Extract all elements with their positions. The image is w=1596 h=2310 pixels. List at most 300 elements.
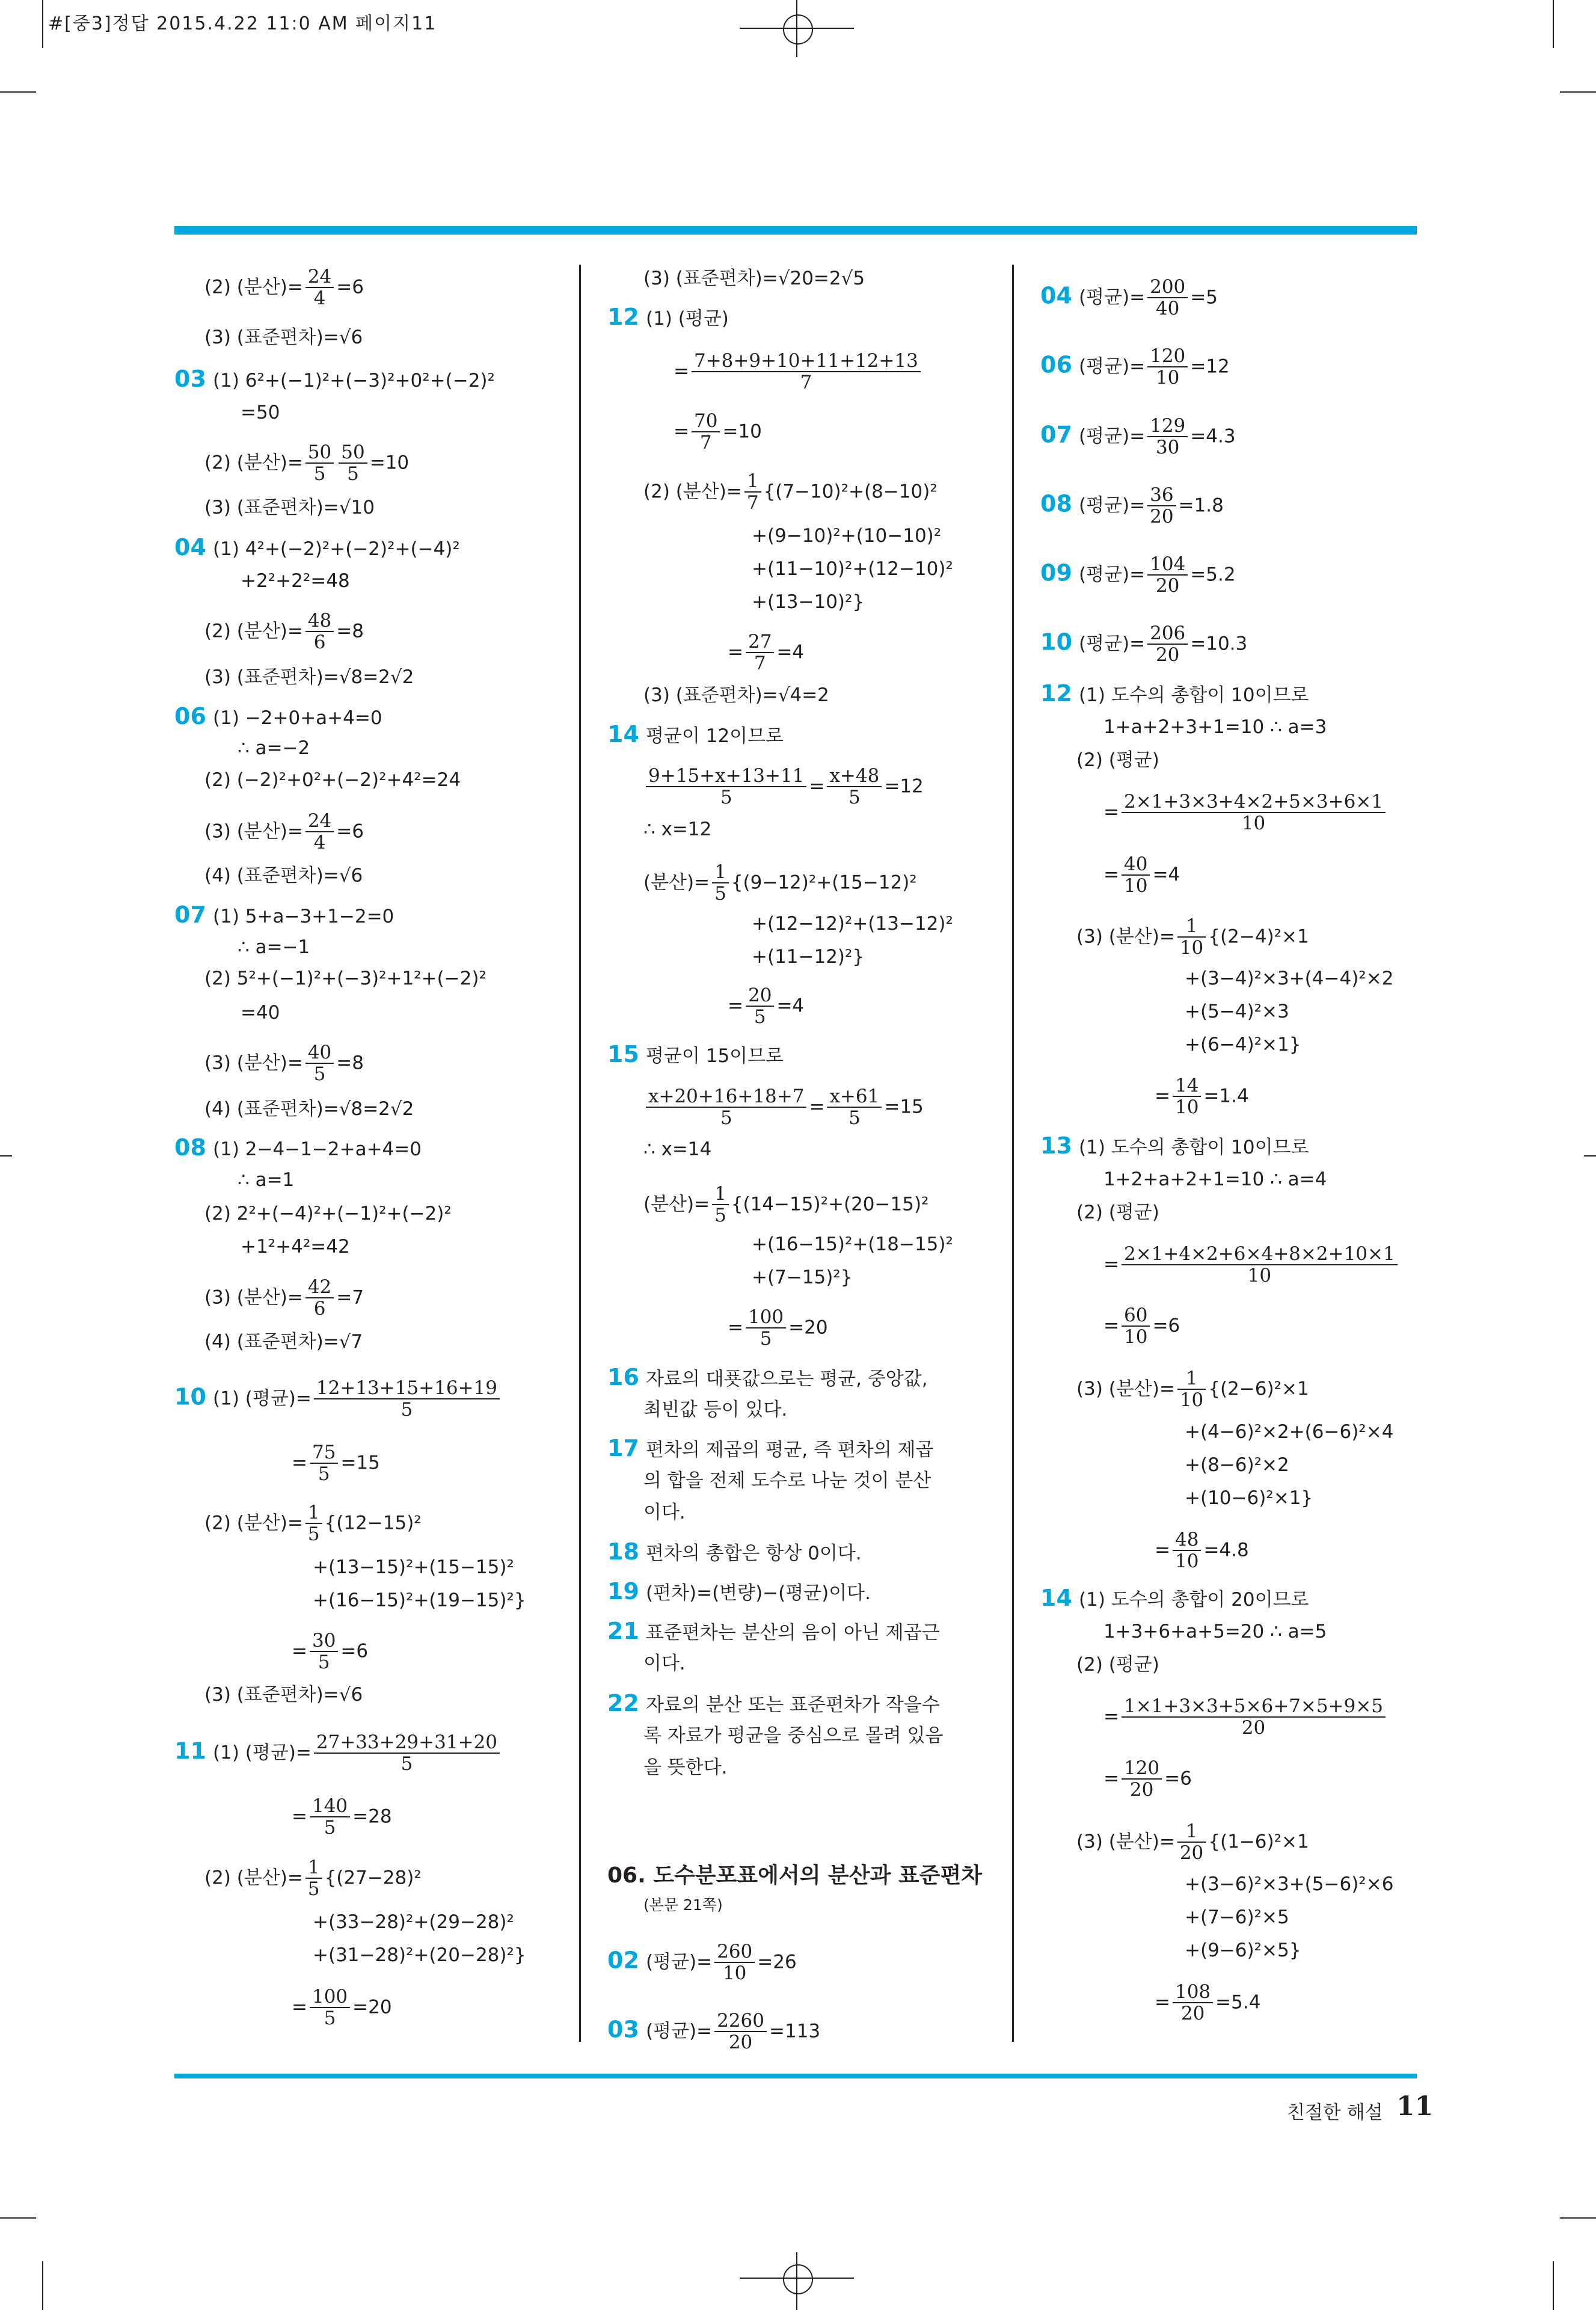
numerator: 120 — [1147, 346, 1188, 367]
expression-text: =113 — [769, 2020, 821, 2042]
fraction — [310, 1796, 350, 1838]
expression-text: 평균이 15이므로 — [646, 1045, 784, 1067]
fraction — [305, 1042, 334, 1084]
footer-label: 친절한 해설 — [1287, 2102, 1383, 2124]
solution-line — [292, 1442, 380, 1484]
expression-text: (평균)= — [646, 1951, 713, 1973]
denominator: 5 — [720, 787, 732, 808]
solution-line — [1185, 962, 1393, 995]
solution-line — [1185, 1028, 1301, 1061]
expression-text: (평균)= — [1079, 564, 1146, 586]
expression-text: (1) 2−4−1−2+a+4=0 — [213, 1138, 422, 1160]
expression-text: (3) (표준편차)=√10 — [204, 497, 375, 518]
denominator: 6 — [313, 1298, 326, 1319]
expression-text: (2) (평균) — [1076, 1654, 1159, 1676]
expression-text: =28 — [352, 1805, 392, 1828]
fraction — [1177, 1368, 1206, 1410]
expression-text: = — [1155, 1991, 1170, 2014]
expression-text: (편차)=(변량)−(평균)이다. — [646, 1582, 871, 1604]
expression-text: = — [1103, 864, 1119, 886]
solution-line — [607, 1535, 862, 1570]
fraction — [305, 610, 334, 653]
spacer — [1072, 1587, 1079, 1611]
denominator: 10 — [1123, 875, 1148, 897]
denominator: 40 — [1155, 298, 1180, 319]
expression-text: +(6−4)²×1} — [1185, 1034, 1301, 1055]
problem-number: 04 — [174, 534, 206, 561]
expression-text: +(33−28)²+(29−28)² — [313, 1911, 514, 1933]
solution-line — [174, 1732, 502, 1774]
expression-text: (평균)= — [1079, 355, 1146, 378]
problem-number: 03 — [174, 366, 206, 392]
expression-text: (평균)= — [1079, 286, 1146, 309]
fraction — [1177, 916, 1206, 958]
expression-text: (3) (분산)= — [1076, 1831, 1175, 1853]
denominator: 7 — [800, 372, 812, 393]
solution-line — [204, 1857, 422, 1899]
expression-text: = — [1103, 801, 1119, 823]
expression-text: 1+a+2+3+1=10 ∴ a=3 — [1103, 716, 1327, 738]
expression-text: 의 합을 전체 도수로 나눈 것이 분산 — [643, 1470, 932, 1491]
expression-text: (3) (표준편차)=√4=2 — [643, 684, 829, 706]
spacer — [639, 1950, 646, 1974]
problem-number: 12 — [607, 304, 639, 330]
numerator: 9+15+x+13+11 — [646, 766, 806, 787]
fraction — [714, 2010, 767, 2053]
expression-text: {(9−12)²+(15−12)² — [731, 871, 917, 894]
numerator: 1×1+3×3+5×6+7×5+9×5 — [1122, 1696, 1386, 1718]
solution-line — [607, 1432, 933, 1466]
problem-number: 17 — [607, 1435, 639, 1461]
expression-text: (1) −2+0+a+4=0 — [213, 707, 382, 729]
solution-line — [752, 1227, 953, 1261]
solution-line — [1076, 916, 1309, 958]
solution-line — [643, 262, 865, 295]
solution-line — [313, 1584, 526, 1617]
fraction — [1173, 1075, 1201, 1117]
expression-text: +(11−10)²+(12−10)² — [752, 558, 953, 580]
expression-text: 표준편차는 분산의 음이 아닌 제곱근 — [646, 1622, 940, 1644]
expression-text: = — [292, 1805, 307, 1828]
solution-line — [607, 2010, 820, 2053]
fraction — [744, 471, 761, 513]
numerator: 200 — [1147, 277, 1188, 298]
expression-text: (평균)= — [1079, 425, 1146, 447]
spacer — [206, 1386, 213, 1410]
fraction — [1147, 623, 1188, 665]
expression-text: ∴ a=1 — [238, 1169, 295, 1191]
problem-number: 19 — [607, 1578, 639, 1605]
expression-text: =5 — [1190, 286, 1218, 309]
expression-text: = — [674, 360, 689, 382]
fraction — [1147, 554, 1188, 596]
denominator: 6 — [313, 631, 326, 653]
problem-number: 07 — [1040, 421, 1072, 448]
numerator: 75 — [310, 1442, 338, 1464]
expression-text: 1+2+a+2+1=10 ∴ a=4 — [1103, 1169, 1327, 1190]
expression-text: =5.2 — [1190, 564, 1236, 586]
denominator: 10 — [1247, 1265, 1272, 1286]
solution-line — [204, 1678, 363, 1711]
fraction — [1122, 854, 1150, 896]
numerator: 2×1+3×3+4×2+5×3+6×1 — [1122, 791, 1386, 813]
expression-text: =20 — [788, 1316, 828, 1339]
denominator: 7 — [699, 432, 712, 453]
solution-line — [643, 678, 829, 711]
spacer — [639, 1620, 646, 1644]
fraction — [310, 1986, 350, 2029]
solution-line — [728, 631, 804, 674]
answer-column-3 — [1040, 0, 1425, 2310]
expression-text: 이다. — [643, 1502, 686, 1523]
solution-line — [313, 1938, 526, 1971]
expression-text: = — [1103, 1315, 1119, 1337]
solution-line — [752, 940, 864, 973]
solution-line — [1103, 1305, 1180, 1347]
expression-text: (2) (−2)²+0²+(−2)²+4²=24 — [204, 769, 461, 791]
denominator: 5 — [714, 883, 726, 905]
solution-line — [643, 1647, 686, 1680]
solution-line — [292, 1986, 392, 2029]
expression-text: (4) (표준편차)=√8=2√2 — [204, 1098, 414, 1120]
expression-text: (1) 5+a−3+1−2=0 — [213, 906, 394, 927]
denominator: 5 — [849, 787, 861, 808]
expression-text: =6 — [336, 276, 364, 298]
spacer — [206, 1137, 213, 1161]
expression-text: 최빈값 등이 있다. — [643, 1399, 788, 1421]
solution-line — [1103, 1615, 1327, 1648]
fraction — [310, 1442, 338, 1484]
expression-text: +(4−6)²×2+(6−6)²×4 — [1185, 1421, 1394, 1443]
expression-text: +(9−10)²+(10−10)² — [752, 525, 942, 547]
expression-text: =10 — [369, 452, 410, 474]
expression-text: (분산)= — [643, 871, 710, 894]
solution-line — [204, 610, 364, 653]
expression-text: = — [809, 1096, 825, 1118]
spacer — [1072, 354, 1079, 378]
solution-line — [1185, 1934, 1301, 1967]
expression-text: =10.3 — [1190, 633, 1248, 655]
expression-text: =5.4 — [1215, 1991, 1261, 2014]
fraction — [305, 266, 334, 309]
denominator: 5 — [324, 1817, 336, 1838]
expression-text: = — [728, 641, 743, 663]
expression-text: = — [1155, 1539, 1170, 1561]
expression-text: 자료의 분산 또는 표준편차가 작을수 — [646, 1694, 940, 1716]
fraction — [305, 1277, 334, 1319]
solution-line — [204, 266, 364, 309]
denominator: 5 — [318, 1463, 330, 1485]
expression-text: (3) (표준편차)=√20=2√5 — [643, 268, 865, 289]
problem-number: 07 — [174, 902, 206, 928]
fraction — [1122, 791, 1386, 834]
solution-line — [204, 811, 364, 853]
denominator: 10 — [1155, 367, 1180, 389]
expression-text: (2) (분산)= — [204, 452, 303, 474]
problem-number: 08 — [174, 1134, 206, 1161]
expression-text: +(16−15)²+(19−15)²} — [313, 1590, 526, 1611]
denominator: 5 — [401, 1753, 413, 1775]
problem-number: 18 — [607, 1538, 639, 1565]
problem-number: 10 — [1040, 628, 1072, 656]
expression-text: {(12−15)² — [324, 1512, 422, 1534]
solution-line — [643, 862, 917, 904]
denominator: 5 — [307, 1523, 320, 1545]
problem-number: 06 — [1040, 351, 1072, 378]
numerator: 27 — [746, 631, 774, 653]
numerator: 100 — [746, 1307, 786, 1329]
expression-text: =4 — [1152, 864, 1180, 886]
expression-text: ∴ x=12 — [643, 819, 712, 840]
denominator: 5 — [849, 1107, 861, 1129]
problem-number: 03 — [607, 2016, 639, 2043]
denominator: 10 — [1123, 1326, 1148, 1348]
solution-line — [204, 1092, 414, 1125]
solution-line — [752, 585, 864, 618]
fraction — [310, 1630, 338, 1673]
solution-line — [204, 491, 375, 524]
solution-line — [1103, 854, 1180, 896]
problem-number: 13 — [1040, 1132, 1072, 1159]
solution-line — [607, 301, 729, 335]
numerator: 1 — [712, 862, 729, 883]
expression-text: +(12−12)²+(13−12)² — [752, 913, 953, 935]
expression-text: 이다. — [643, 1653, 686, 1674]
numerator: 27+33+29+31+20 — [314, 1732, 500, 1754]
denominator: 10 — [1174, 1096, 1199, 1118]
denominator: 10 — [1174, 1550, 1199, 1572]
fraction — [712, 862, 729, 904]
expression-text: = — [1155, 1085, 1170, 1107]
expression-text: +(7−15)²} — [752, 1267, 853, 1288]
numerator: 1 — [1177, 1821, 1206, 1843]
denominator: 5 — [720, 1107, 732, 1129]
numerator: 36 — [1147, 485, 1176, 506]
solution-line — [607, 718, 784, 752]
crop-mark — [1560, 2217, 1596, 2219]
spacer — [1072, 493, 1079, 517]
expression-text: =4 — [776, 995, 805, 1017]
numerator: 50 — [339, 442, 367, 464]
spacer — [639, 723, 646, 748]
solution-line — [1040, 677, 1309, 711]
problem-number: 08 — [1040, 490, 1072, 517]
expression-text: +(11−12)²} — [752, 946, 865, 968]
expression-text: {(27−28)² — [324, 1867, 422, 1889]
expression-text: (3) (표준편차)=√6 — [204, 327, 363, 348]
solution-line — [728, 985, 804, 1027]
numerator: 100 — [310, 1986, 350, 2008]
answer-column-1 — [174, 0, 571, 2310]
numerator: 104 — [1147, 554, 1188, 576]
solution-line — [241, 996, 280, 1029]
expression-text: =15 — [340, 1452, 380, 1474]
solution-line — [1155, 1982, 1260, 2024]
problem-number: 15 — [607, 1041, 639, 1067]
numerator: 129 — [1147, 416, 1188, 437]
solution-line — [607, 1038, 784, 1072]
numerator: 1 — [305, 1857, 322, 1879]
solution-line — [1103, 791, 1388, 834]
expression-text: ∴ x=14 — [643, 1138, 712, 1160]
expression-text: 을 뜻한다. — [643, 1757, 728, 1778]
solution-line — [241, 1230, 350, 1263]
fraction — [1147, 485, 1176, 527]
numerator: 108 — [1173, 1982, 1213, 2003]
solution-line — [204, 962, 486, 995]
crop-mark — [42, 0, 43, 48]
expression-text: 편차의 제곱의 평균, 즉 편차의 제곱 — [646, 1439, 934, 1461]
solution-line — [1040, 416, 1236, 458]
denominator: 5 — [318, 1651, 330, 1673]
fraction — [1122, 1696, 1386, 1738]
expression-text: (1) (평균)= — [213, 1387, 312, 1410]
solution-line — [204, 763, 461, 796]
problem-number: 14 — [607, 721, 639, 748]
expression-text: =6 — [340, 1640, 369, 1662]
expression-text: = — [292, 1452, 307, 1474]
expression-text: {(2−4)²×1 — [1208, 926, 1309, 948]
column-divider — [1012, 265, 1014, 2042]
denominator: 20 — [1150, 506, 1174, 527]
expression-text: = — [809, 775, 825, 797]
solution-line — [313, 1550, 514, 1584]
expression-text: (3) (표준편차)=√8=2√2 — [204, 666, 414, 688]
expression-text: =8 — [336, 1052, 364, 1074]
page-number: 11 — [1396, 2091, 1434, 2122]
expression-text: +(31−28)²+(20−28)²} — [313, 1944, 526, 1966]
numerator: 12+13+15+16+19 — [314, 1378, 500, 1399]
numerator: 70 — [692, 411, 720, 432]
expression-text: {(2−6)²×1 — [1208, 1378, 1309, 1400]
solution-line — [607, 1615, 940, 1649]
problem-number: 04 — [1040, 282, 1072, 309]
denominator: 5 — [401, 1399, 413, 1421]
expression-text: (1) (평균) — [646, 308, 729, 330]
solution-line — [643, 1751, 728, 1784]
problem-number: 09 — [1040, 559, 1072, 586]
fraction — [314, 1732, 500, 1774]
solution-line — [204, 442, 409, 484]
problem-number: 16 — [607, 1364, 639, 1390]
problem-number: 06 — [174, 703, 206, 730]
expression-text: {(14−15)²+(20−15)² — [731, 1193, 929, 1215]
fraction — [314, 1378, 500, 1420]
solution-line — [1185, 1415, 1393, 1448]
expression-text: =12 — [884, 775, 924, 797]
solution-line — [1185, 995, 1289, 1028]
solution-line — [1103, 1163, 1327, 1196]
spacer — [206, 368, 213, 392]
solution-line — [643, 1464, 931, 1497]
solution-line — [1040, 623, 1247, 665]
problem-number: 14 — [1040, 1585, 1072, 1611]
expression-text: 자료의 대푯값으로는 평균, 중앙값, — [646, 1368, 928, 1390]
spacer — [1072, 1135, 1079, 1159]
solution-line — [752, 519, 941, 552]
problem-number: 22 — [607, 1690, 639, 1716]
solution-line — [1076, 1648, 1159, 1681]
spacer — [206, 904, 213, 928]
numerator: 1 — [1177, 1368, 1206, 1390]
fraction — [305, 811, 334, 853]
denominator: 5 — [347, 463, 359, 485]
expression-text: (1) 도수의 총합이 20이므로 — [1079, 1589, 1309, 1611]
solution-line — [238, 731, 310, 764]
answer-column-2 — [607, 0, 1004, 2310]
numerator: 50 — [305, 442, 334, 464]
expression-text: +(8−6)²×2 — [1185, 1454, 1289, 1476]
problem-number: 12 — [1040, 680, 1072, 707]
solution-line — [241, 564, 350, 597]
fraction — [827, 1086, 882, 1128]
expression-text: +(16−15)²+(18−15)² — [752, 1233, 953, 1255]
expression-text: {(7−10)²+(8−10)² — [763, 481, 938, 503]
expression-text: (3) (분산)= — [204, 1286, 303, 1309]
crop-mark — [42, 2261, 43, 2310]
solution-line — [1040, 1129, 1309, 1164]
expression-text: (4) (표준편차)=√7 — [204, 1331, 363, 1353]
numerator: 120 — [1122, 1758, 1162, 1780]
denominator: 10 — [1179, 1389, 1204, 1411]
fraction — [746, 985, 774, 1027]
expression-text: (평균)= — [1079, 633, 1146, 655]
spacer — [1072, 562, 1079, 586]
solution-line — [643, 1393, 787, 1426]
expression-text: (1) 6²+(−1)²+(−3)²+0²+(−2)² — [213, 370, 495, 392]
numerator: 60 — [1122, 1305, 1150, 1327]
fraction — [1147, 346, 1188, 388]
numerator: 48 — [305, 610, 334, 632]
denominator: 10 — [1179, 937, 1204, 959]
solution-line — [313, 1905, 514, 1938]
expression-text: =40 — [241, 1002, 280, 1024]
expression-text: =4 — [776, 641, 805, 663]
solution-line — [728, 1307, 828, 1349]
numerator: 206 — [1147, 623, 1188, 645]
expression-text: ∴ a=−2 — [238, 737, 310, 759]
expression-text: (3) (분산)= — [204, 820, 303, 843]
expression-text: =26 — [757, 1951, 797, 1973]
numerator: 40 — [1122, 854, 1150, 876]
expression-text: =7 — [336, 1286, 364, 1309]
solution-line — [607, 1687, 940, 1721]
spacer — [639, 1692, 646, 1716]
numerator: 14 — [1173, 1075, 1201, 1097]
denominator: 20 — [1179, 1842, 1204, 1864]
expression-text: = — [292, 1996, 307, 2018]
denominator: 4 — [313, 832, 326, 853]
solution-line — [1185, 1900, 1289, 1934]
denominator: 5 — [307, 1878, 320, 1900]
solution-line — [174, 1378, 502, 1420]
fraction — [746, 631, 774, 674]
fraction — [746, 1307, 786, 1349]
solution-line — [607, 1361, 928, 1395]
solution-line — [1185, 1481, 1313, 1514]
expression-text: +(13−15)²+(15−15)² — [313, 1556, 514, 1578]
numerator: 1 — [1177, 916, 1206, 938]
solution-line — [238, 1163, 294, 1196]
denominator: 20 — [1180, 2003, 1205, 2024]
denominator: 5 — [714, 1205, 726, 1226]
expression-text: (2) (분산)= — [204, 276, 303, 298]
solution-line — [174, 1131, 422, 1166]
problem-number: 10 — [174, 1383, 206, 1410]
solution-line — [1103, 710, 1327, 743]
solution-line — [1040, 554, 1236, 596]
solution-line — [643, 766, 924, 808]
